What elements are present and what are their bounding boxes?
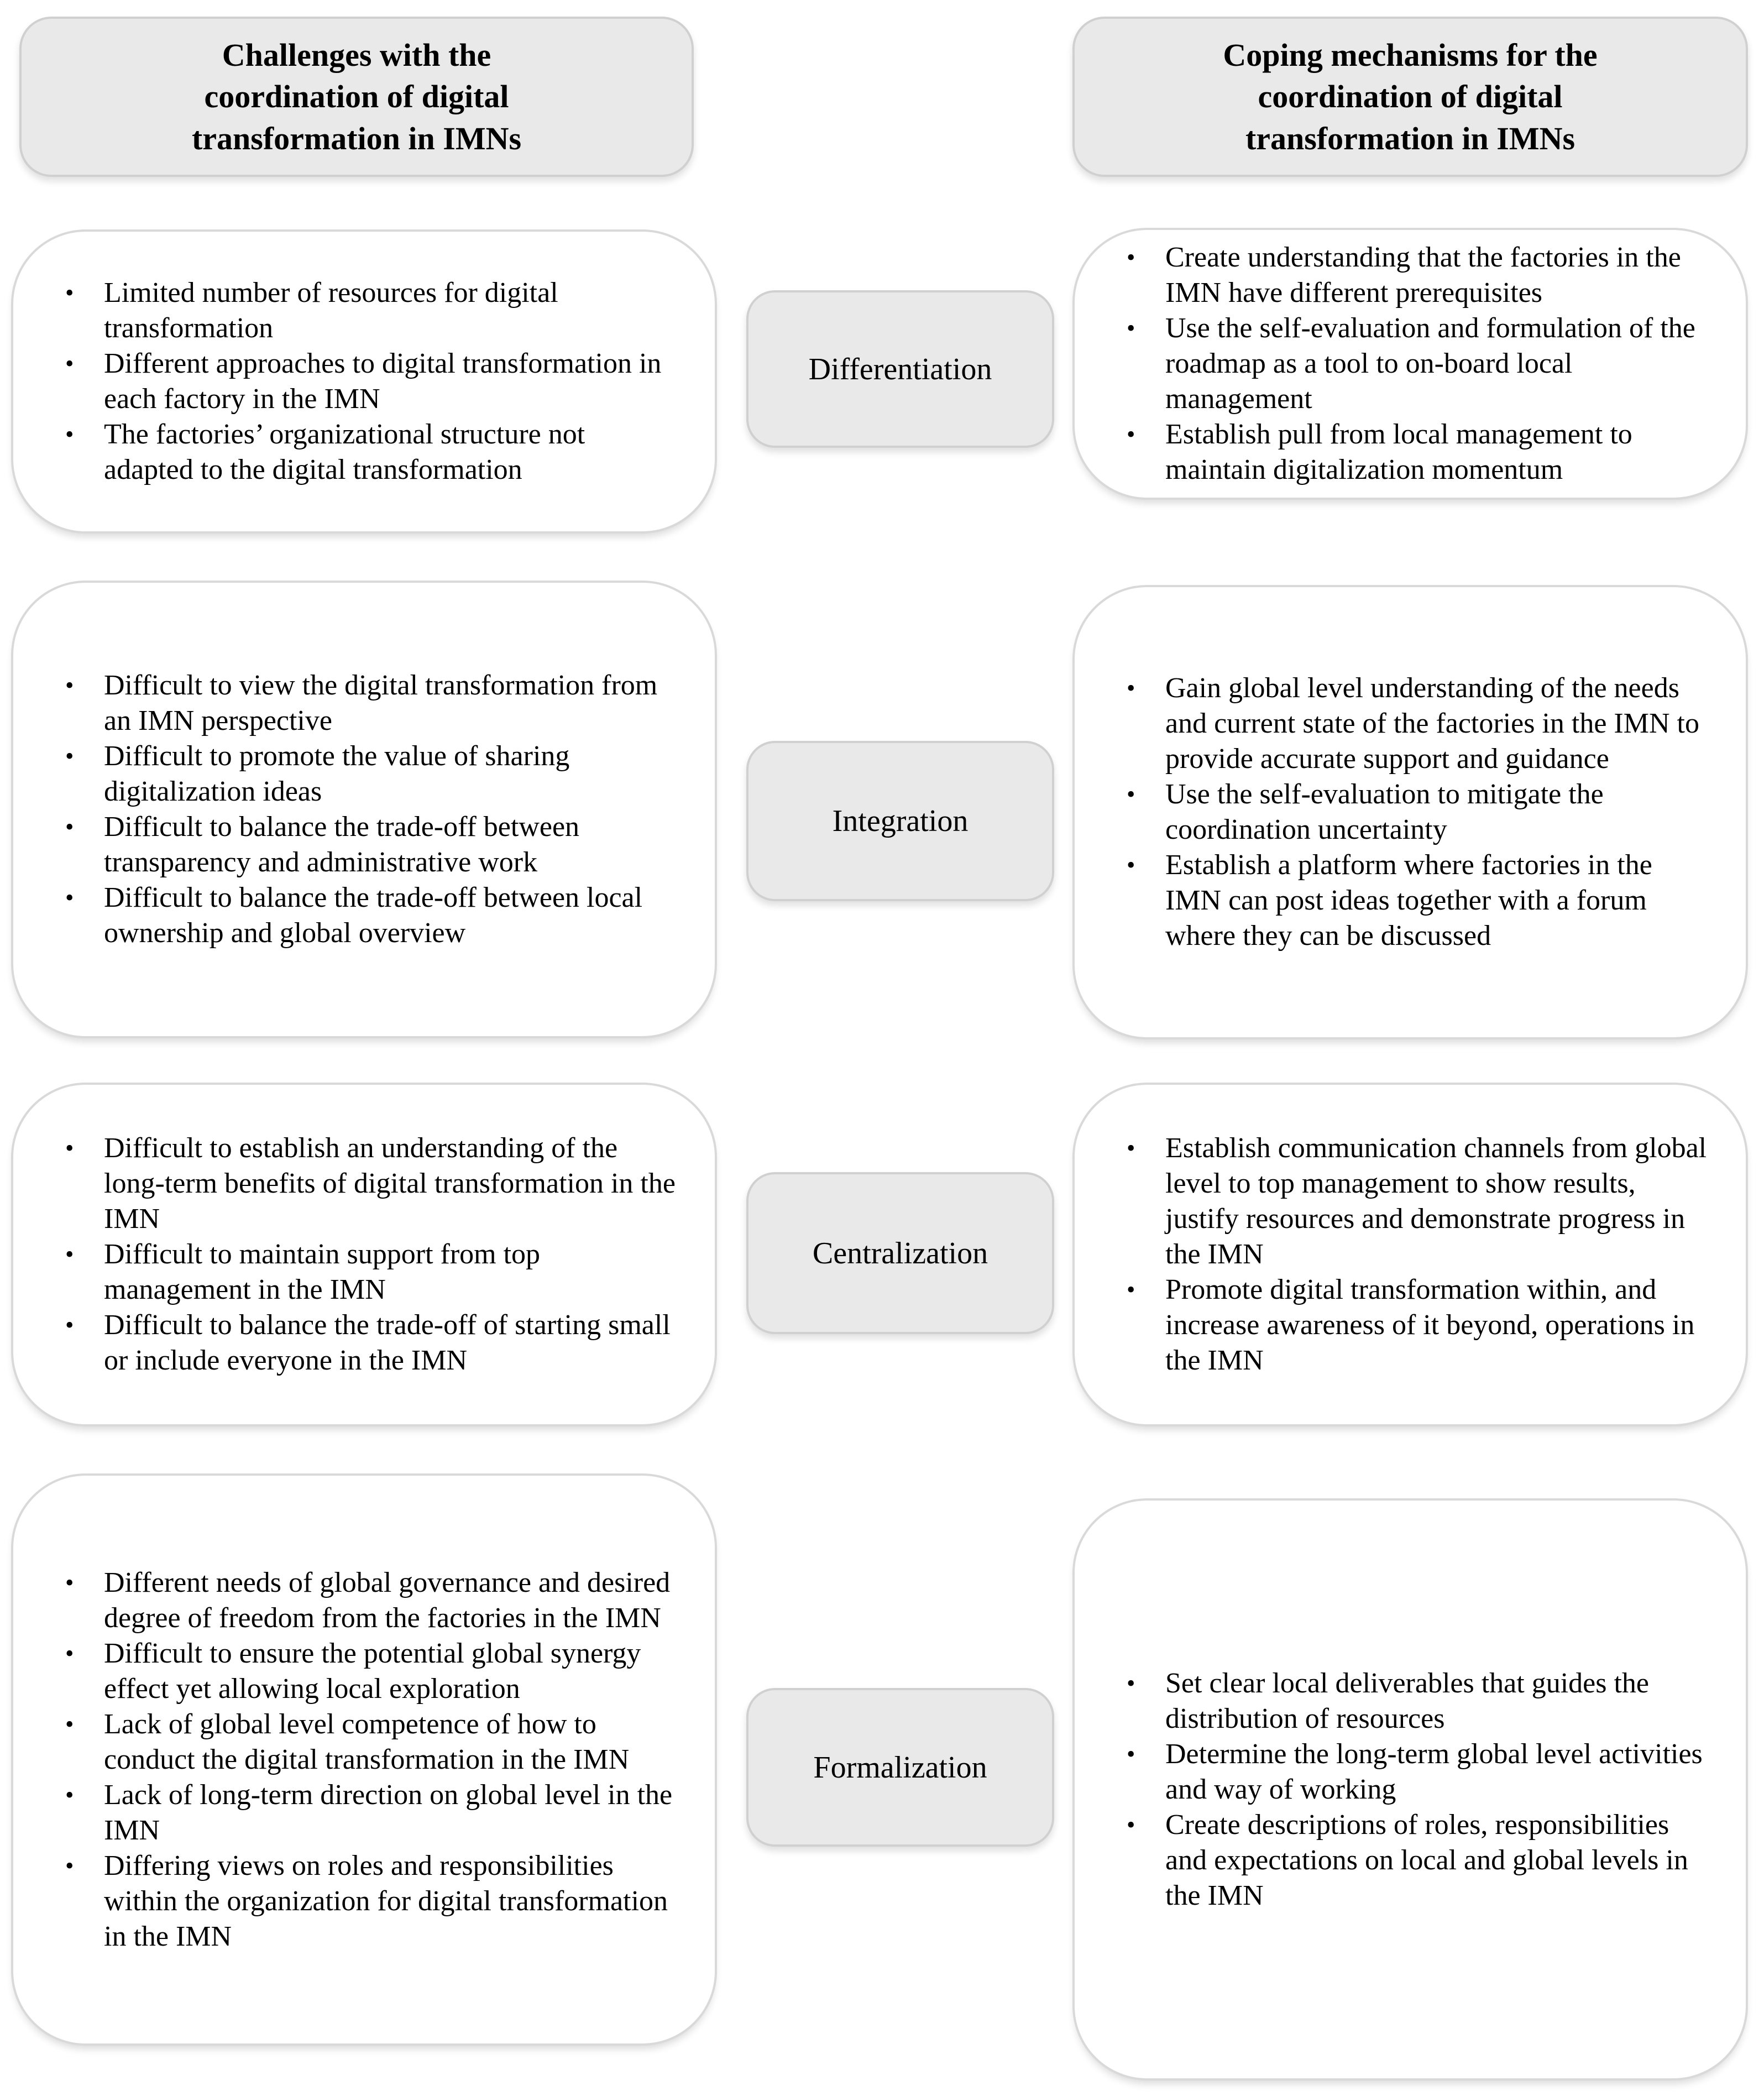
- mechanism-label-text: Centralization: [812, 1236, 988, 1271]
- challenge-bullet-item: • Difficult to balance the trade-off between transparency and administrative work: [46, 809, 679, 880]
- coping-header-box: [1072, 17, 1748, 177]
- coping-bullet-item: • Use the self-evaluation and formulation of the roadmap as a tool to on-board local management: [1108, 311, 1710, 417]
- coping-bullet-item: • Use the self-evaluation to mitigate the coordination uncertainty: [1108, 777, 1710, 848]
- challenges-list: [46, 275, 679, 488]
- challenge-bullet-item: • Difficult to establish an understanding of the long-term benefits of digital transformation in the IMN: [46, 1131, 679, 1237]
- mechanism-label-box: [746, 1688, 1054, 1847]
- challenge-bullet-item: • Difficult to balance the trade-off of starting small or include everyone in the IMN: [46, 1308, 679, 1378]
- challenge-bullet-item: • Difficult to balance the trade-off between local ownership and global overview: [46, 880, 679, 951]
- coping-bullet-item: • Promote digital transformation within, and increase awareness of it beyond, operations in the IMN: [1108, 1272, 1710, 1378]
- challenge-bullet-item: • Differing views on roles and responsibilities within the organization for digital transformation in the IMN: [46, 1848, 679, 1954]
- coping-list: [1108, 240, 1710, 488]
- coping-bullet-item: • Establish a platform where factories in the IMN can post ideas together with a forum where they can be discussed: [1108, 848, 1710, 954]
- coping-list: [1108, 671, 1710, 954]
- coping-bullet-item: • Gain global level understanding of the needs and current state of the factories in the IMN to provide accurate support and guidance: [1108, 671, 1710, 777]
- challenges-list: [46, 668, 679, 951]
- mechanism-label-text: Integration: [832, 804, 969, 838]
- coping-bullet-item: • Establish communication channels from global level to top management to show results, justify resources and demonstrate progress in the IMN: [1108, 1131, 1710, 1272]
- mechanism-label-text: Formalization: [813, 1750, 987, 1785]
- coping-bullet-item: • Set clear local deliverables that guides the distribution of resources: [1108, 1666, 1710, 1737]
- challenge-bullet-item: • Lack of long-term direction on global level in the IMN: [46, 1778, 679, 1848]
- coping-box: [1072, 1498, 1748, 2081]
- challenge-bullet-item: • Lack of global level competence of how to conduct the digital transformation in the IMN: [46, 1707, 679, 1778]
- challenges-box: [11, 1473, 717, 2046]
- coping-box: [1072, 228, 1748, 500]
- coping-list: [1108, 1666, 1710, 1914]
- coping-list: [1108, 1131, 1710, 1378]
- challenge-bullet-item: • Difficult to ensure the potential global synergy effect yet allowing local exploration: [46, 1636, 679, 1707]
- mechanism-label-text: Differentiation: [808, 352, 992, 386]
- challenges-header-box: [19, 17, 694, 177]
- coping-header-text: Coping mechanisms for the coordination of digital transformation in IMNs: [1223, 36, 1598, 156]
- challenge-bullet-item: • Limited number of resources for digital transformation: [46, 275, 679, 346]
- challenges-list: [46, 1131, 679, 1378]
- coping-bullet-item: • Create understanding that the factories in the IMN have different prerequisites: [1108, 240, 1710, 311]
- challenge-bullet-item: • Difficult to maintain support from top management in the IMN: [46, 1237, 679, 1308]
- challenges-list: [46, 1565, 679, 1954]
- challenge-bullet-item: • Difficult to view the digital transformation from an IMN perspective: [46, 668, 679, 739]
- coping-box: [1072, 585, 1748, 1039]
- challenges-box: [11, 581, 717, 1038]
- challenges-box: [11, 229, 717, 534]
- challenge-bullet-item: • Difficult to promote the value of sharing digitalization ideas: [46, 739, 679, 809]
- coping-bullet-item: • Determine the long-term global level activities and way of working: [1108, 1737, 1710, 1807]
- mechanism-label-box: [746, 741, 1054, 901]
- coping-box: [1072, 1083, 1748, 1426]
- mechanism-label-box: [746, 1172, 1054, 1334]
- challenge-bullet-item: • Different needs of global governance and desired degree of freedom from the factories in the IMN: [46, 1565, 679, 1636]
- challenges-box: [11, 1083, 717, 1426]
- challenge-bullet-item: • Different approaches to digital transformation in each factory in the IMN: [46, 346, 679, 417]
- mechanism-label-box: [746, 290, 1054, 448]
- coping-bullet-item: • Establish pull from local management to maintain digitalization momentum: [1108, 417, 1710, 488]
- coping-bullet-item: • Create descriptions of roles, responsibilities and expectations on local and global levels in the IMN: [1108, 1807, 1710, 1914]
- challenge-bullet-item: • The factories’ organizational structure not adapted to the digital transformation: [46, 417, 679, 488]
- challenges-header-text: Challenges with the coordination of digital transformation in IMNs: [191, 36, 522, 156]
